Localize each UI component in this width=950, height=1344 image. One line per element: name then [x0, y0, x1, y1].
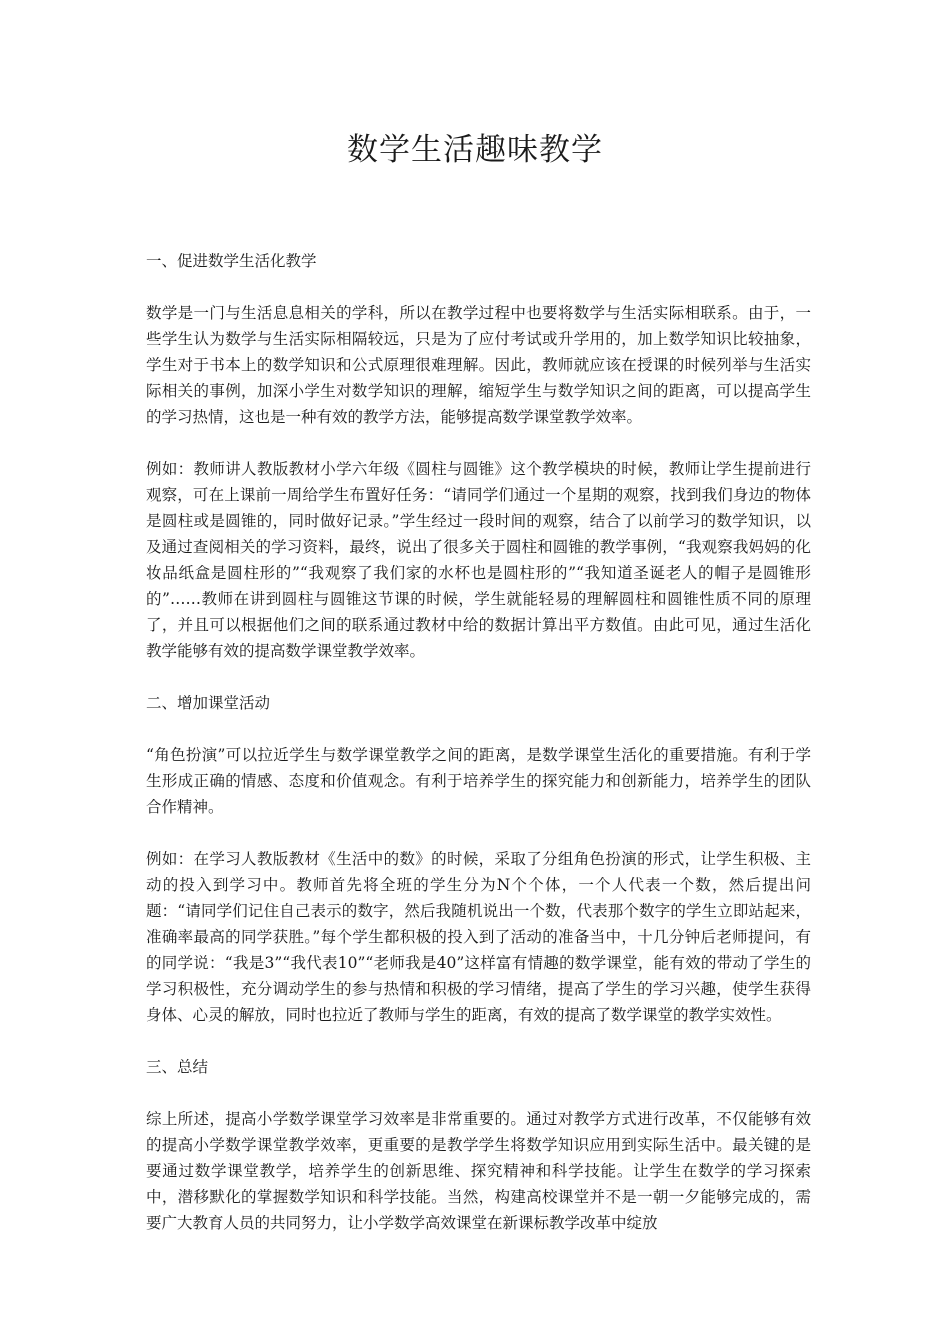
section-heading-3: 三、总结 — [146, 1058, 209, 1076]
section-2-paragraph-1: “角色扮演”可以拉近学生与数学课堂教学之间的距离，是数学课堂生活化的重要措施。有利于学生形成正确的情感、态度和价值观念。有利于培养学生的探究能力和创新能力，培养学生的团队合作精神。 — [146, 746, 811, 816]
section-3-paragraph-1: 综上所述，提高小学数学课堂学习效率是非常重要的。通过对教学方式进行改革，不仅能够有效的提高小学数学课堂教学效率，更重要的是教学学生将数学知识应用到实际生活中。最关键的是要通过数学课堂教学，培养学生的创新思维、探究精神和科学技能。让学生在数学的学习探索中，潜移默化的掌握数学知识和科学技能。当然，构建高校课堂并不是一朝一夕能够完成的，需要广大教育人员的共同努力，让小学数学高效课堂在新课标教学改革中绽放 — [146, 1110, 811, 1232]
section-heading-2: 二、增加课堂活动 — [146, 694, 271, 712]
section-1-paragraph-2: 例如：教师讲人教版教材小学六年级《圆柱与圆锥》这个教学模块的时候，教师让学生提前进行观察，可在上课前一周给学生布置好任务：“请同学们通过一个星期的观察，找到我们身边的物体是圆柱或是圆锥的，同时做好记录。”学生经过一段时间的观察，结合了以前学习的数学知识，以及通过查阅相关的学习资料，最终，说出了很多关于圆柱和圆锥的教学事例，“我观察我妈妈的化妆品纸盒是圆柱形的”“我观察了我们家的水杯也是圆柱形的”“我知道圣诞老人的帽子是圆锥形的”……教师在讲到圆柱与圆锥这节课的时候，学生就能轻易的理解圆柱和圆锥性质不同的原理了，并且可以根据他们之间的联系通过教材中给的数据计算出平方数值。由此可见，通过生活化教学能够有效的提高数学课堂教学效率。 — [146, 460, 811, 660]
document-title: 数学生活趣味教学 — [347, 132, 603, 168]
section-1-paragraph-1: 数学是一门与生活息息相关的学科，所以在教学过程中也要将数学与生活实际相联系。由于，一些学生认为数学与生活实际相隔较远，只是为了应付考试或升学用的，加上数学知识比较抽象，学生对于书本上的数学知识和公式原理很难理解。因此，教师就应该在授课的时候列举与生活实际相关的事例，加深小学生对数学知识的理解，缩短学生与数学知识之间的距离，可以提高学生的学习热情，这也是一种有效的教学方法，能够提高数学课堂教学效率。 — [146, 304, 811, 426]
section-heading-1: 一、促进数学生活化教学 — [146, 252, 317, 270]
section-2-paragraph-2: 例如：在学习人教版教材《生活中的数》的时候，采取了分组角色扮演的形式，让学生积极、主动的投入到学习中。教师首先将全班的学生分为N个个体，一个人代表一个数，然后提出问题：“请同学们记住自己表示的数字，然后我随机说出一个数，代表那个数字的学生立即站起来，准确率最高的同学获胜。”每个学生都积极的投入到了活动的准备当中，十几分钟后老师提问，有的同学说：“我是3”“我代表10”“老师我是40”这样富有情趣的数学课堂，能有效的带动了学生的学习积极性，充分调动学生的参与热情和积极的学习情绪，提高了学生的学习兴趣，使学生获得身体、心灵的解放，同时也拉近了教师与学生的距离，有效的提高了数学课堂的教学实效性。 — [146, 850, 811, 1024]
document-body — [146, 248, 811, 1262]
